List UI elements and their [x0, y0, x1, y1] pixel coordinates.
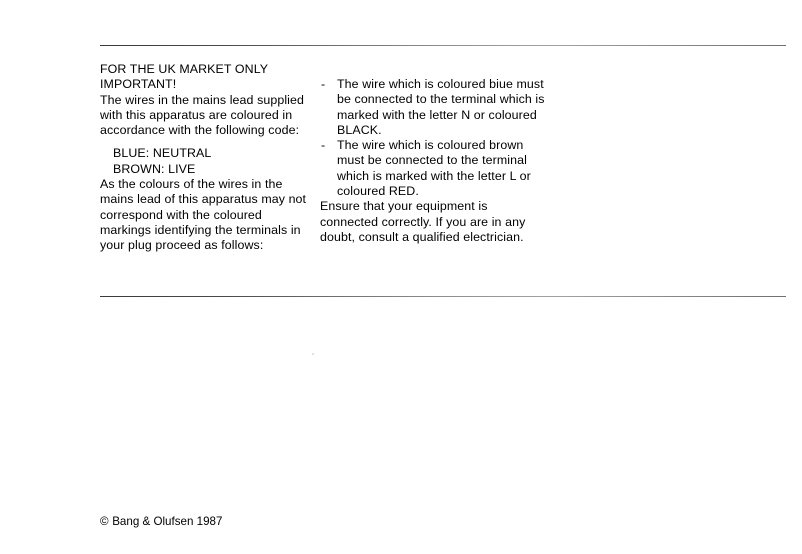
- right-text-column: [320, 77, 545, 245]
- code-item-brown: BROWN: LIVE: [113, 161, 196, 176]
- heading-line-important: IMPORTANT!: [100, 77, 177, 92]
- left-text-column: [100, 62, 315, 254]
- intro-paragraph: The wires in the mains lead supplied with this apparatus are coloured in accordance with the following code:: [100, 92, 305, 138]
- wire-colour-code-list: [100, 146, 315, 177]
- list-item: [320, 77, 545, 138]
- colour-mismatch-paragraph: As the colours of the wires in the mains lead of this apparatus may not correspond with the coloured markings identifying the terminals in your plug proceed as follows:: [100, 177, 307, 253]
- copyright-footer: [100, 515, 222, 529]
- bullet-text-blue-wire: The wire which is coloured biue must be connected to the terminal which is marked with the letter N or coloured BLACK.: [337, 77, 545, 137]
- code-item-blue: BLUE: NEUTRAL: [113, 146, 212, 161]
- top-divider-rule: [100, 45, 786, 46]
- dash-bullet-icon: -: [321, 138, 326, 153]
- wiring-instructions-list: [320, 77, 545, 199]
- copyright-text: Bang & Olufsen 1987: [112, 515, 223, 528]
- copyright-icon: ©: [100, 515, 109, 528]
- bottom-divider-rule: [100, 296, 786, 297]
- closing-advice-paragraph: Ensure that your equipment is connected correctly. If you are in any doubt, consult a qualified electrician.: [320, 199, 526, 244]
- uk-market-heading: [100, 62, 315, 138]
- dash-bullet-icon: -: [321, 77, 326, 91]
- scan-artifact-speck: [312, 353, 314, 355]
- list-item: [320, 138, 545, 199]
- bullet-text-brown-wire: The wire which is coloured brown must be connected to the terminal which is marked with the letter L or coloured RED.: [337, 138, 531, 199]
- heading-line-uk-market: FOR THE UK MARKET ONLY: [100, 62, 269, 76]
